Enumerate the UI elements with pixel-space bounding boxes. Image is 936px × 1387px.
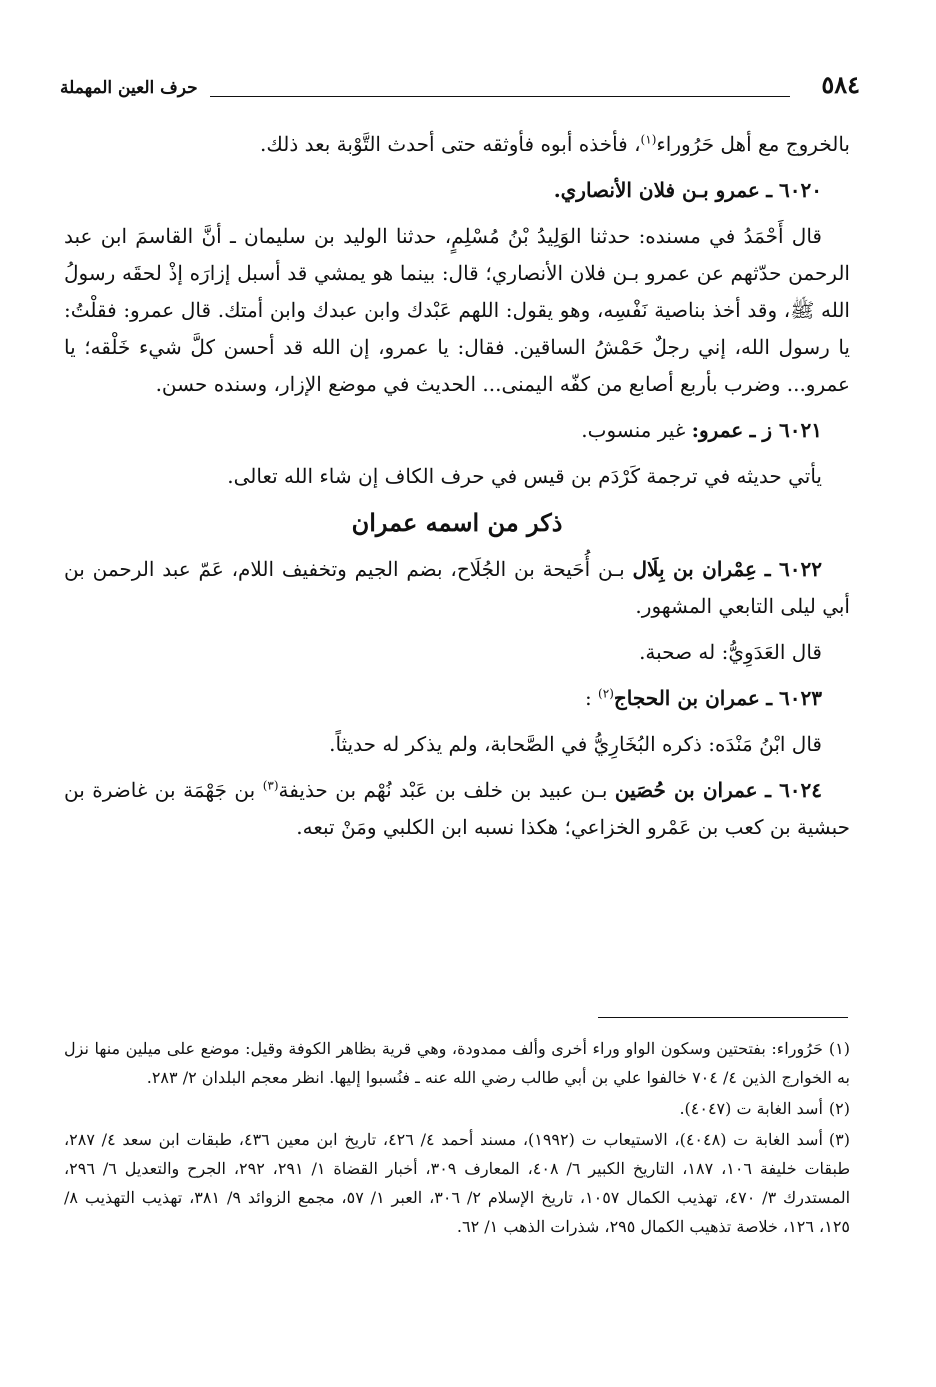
entry-text: بن جَهْمَة بن غاضرة بن حبشية بن كعب بن عَمْرو الخزاعي؛ هكذا نسبه ابن الكلبي ومَنْ تبعه.: [64, 778, 850, 839]
entry-6022: [64, 551, 850, 625]
footnote-1: [64, 1034, 850, 1092]
entry-text: بـن أُحَيحة بن الجُلَاح، بضم الجيم وتخفيف اللام، عَمّ عبد الرحمن بن أبي ليلى التابعي المشهور.: [64, 557, 850, 618]
entry-6023: [64, 680, 850, 717]
footnote-ref: (٢): [598, 686, 614, 701]
footnote-ref: (١): [640, 132, 657, 147]
footnote-mark: (١): [828, 1039, 850, 1058]
section-heading: ذكر من اسمه عمران: [351, 508, 563, 537]
paragraph-continuation: [64, 126, 850, 163]
entry-text: غير منسوب.: [581, 418, 686, 442]
paragraph-crossref: يأتي حديثه في ترجمة كَرْدَم بن قيس في حرف الكاف إن شاء الله تعالى.: [227, 464, 822, 488]
entry-number: ٦٠٢٠ ـ: [766, 178, 822, 202]
entry-name: عمران بن الحجاج: [613, 686, 760, 710]
entry-number: ٦٠٢١ ز ـ: [749, 418, 822, 442]
paragraph-ibn-mandah: قال ابْنُ مَنْدَه: ذكره البُخَارِيُّ في الصَّحابة، ولم يذكر له حديثاً.: [329, 732, 822, 756]
entry-number: ٦٠٢٣ ـ: [766, 686, 822, 710]
entry-text: :: [584, 686, 592, 710]
entry-name: عمرو بـن فلان الأنصاري.: [553, 178, 760, 202]
footnote-mark: (٢): [828, 1099, 850, 1118]
footnote-3: [64, 1125, 850, 1241]
footnote-mark: (٣): [828, 1130, 850, 1149]
entry-number: ٦٠٢٤ ـ: [765, 778, 823, 802]
footnote-text: أسد الغابة ت (٤٠٤٨)، الاستيعاب ت (١٩٩٢)، مسند أحمد ٤/ ٤٢٦، تاريخ ابن معين ٤٣٦، طبقات ابن سعد ٤/ ٢٨٧، طبقات خليفة ١٠٦، ١٨٧، التاريخ الكبير ٦/ ٤٠٨، المعارف ٣٠٩، أخبار القضاة ١/ ٢٩١، ٢٩٢، الجرح والتعديل ٦/ ٢٩٦، المستدرك ٣/ ٤٧٠، تهذيب الكمال ١٠٥٧، تاريخ الإسلام ٢/ ٣٠٦، العبر ١/ ٥٧، مجمع الزوائد ٩/ ٣٨١، تهذيب التهذيب ٨/ ١٢٥، ١٢٦، خلاصة تذهيب الكمال ٢٩٥، شذرات الذهب ١/ ٦٢.: [64, 1130, 851, 1236]
footnote-rule: [598, 1017, 848, 1018]
entry-name: عمرو:: [691, 418, 744, 442]
page-header: [60, 70, 860, 108]
entry-name: عمران بن حُصَين: [614, 778, 758, 802]
footnote-2: [64, 1094, 850, 1123]
entry-6024: [64, 772, 850, 846]
paragraph-adawi: قال العَدَوِيُّ: له صحبة.: [639, 640, 822, 664]
footnotes: [64, 1034, 850, 1243]
footnote-text: أسد الغابة ت (٤٠٤٧).: [679, 1099, 823, 1118]
entry-6020: [64, 172, 850, 209]
entry-name: عِمْران بن بِلَال: [632, 557, 757, 581]
main-text: [64, 126, 850, 855]
entry-text: بـن عبيد بن خلف بن عَبْد نُهْم بن حذيفة: [278, 778, 608, 802]
paragraph-hadith: قال أَحْمَدُ في مسنده: حدثنا الوَلِيدُ بْنُ مُسْلِمٍ، حدثنا الوليد بن سليمان ـ أنَّ القاسمَ ابن عبد الرحمن حدّثهم عن عمرو بـن فلان الأنصاري؛ قال: بينما هو يمشي قد أسبل إزارَه إذْ لحقَه رسولُ الله ﷺ، وقد أخذ بناصية نَفْسِه، وهو يقول: اللهم عَبْدك وابن عبدك وابن أمتك. قال عمرو: فقلْتُ: يا رسول الله، إني رجلٌ حَمْشُ الساقين. فقال: يا عمرو، إن الله قد أحسن كلَّ شيء خَلْقه؛ يا عمرو... وضرب بأربع أصابع من كفّه اليمنى... الحديث في موضع الإزار، وسنده حسن.: [64, 224, 850, 396]
entry-number: ٦٠٢٢ ـ: [764, 557, 822, 581]
running-title: حرف العين المهملة: [60, 78, 198, 98]
page-number: ٥٨٤: [821, 70, 860, 99]
paragraph-text: بالخروج مع أهل حَرُوراء: [656, 132, 850, 156]
paragraph-text: ، فأخذه أبوه فأوثقه حتى أحدث التَّوْبة بعد ذلك.: [260, 132, 641, 156]
footnote-text: حَرُوراء: بفتحتين وسكون الواو وراء أخرى وألف ممدودة، وهي قرية بظاهر الكوفة وقيل: موضع على ميلين منها نزل به الخوارج الذين ٤/ ٧٠٤ خالفوا علي بن أبي طالب رضي الله عنه ـ فنُسبوا إليها. انظر معجم البلدان ٢/ ٢٨٣.: [64, 1039, 850, 1087]
entry-6021: [64, 412, 850, 449]
header-rule: [210, 96, 790, 97]
footnote-ref: (٣): [262, 778, 279, 793]
